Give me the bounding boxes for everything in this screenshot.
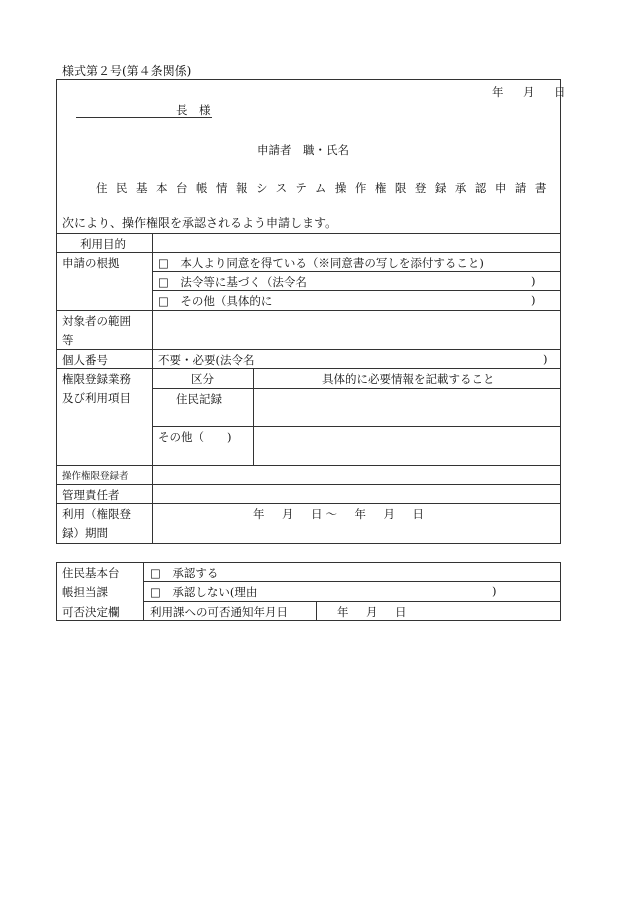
notice-label: 利用課への可否通知年月日 bbox=[150, 605, 288, 619]
row-line bbox=[56, 349, 561, 350]
business-label-cont: 及び利用項目 bbox=[62, 391, 131, 405]
decision-box bbox=[56, 562, 561, 621]
paren-close: ) bbox=[531, 274, 536, 288]
basis-option-consent[interactable]: □ 本人より同意を得ている（※同意書の写しを添付すること) bbox=[158, 256, 484, 270]
applicant-label: 申請者 職・氏名 bbox=[257, 143, 349, 157]
row-line bbox=[56, 310, 561, 311]
paren-close: ) bbox=[543, 352, 548, 366]
scope-label-cont: 等 bbox=[62, 333, 74, 347]
period-label: 利用（権限登 bbox=[62, 507, 131, 521]
row-line bbox=[56, 465, 561, 466]
row-line bbox=[56, 252, 561, 253]
operator-label: 操作権限登録者 bbox=[62, 471, 129, 482]
decision-divider bbox=[143, 562, 144, 621]
basis-label: 申請の根拠 bbox=[62, 256, 120, 270]
notice-date: 年 月 日 bbox=[337, 605, 410, 619]
intro-text: 次により、操作権限を承認されるよう申請します。 bbox=[62, 216, 338, 230]
decision-label-cont2: 可否決定欄 bbox=[62, 605, 120, 619]
row-line bbox=[152, 271, 561, 272]
row-other: その他（ ) bbox=[158, 430, 232, 444]
form-title: 住民基本台帳情報システム操作権限登録承認申請書 bbox=[96, 181, 555, 195]
period-label-cont: 録）期間 bbox=[62, 526, 108, 540]
reject-option[interactable]: □ 承認しない(理由 bbox=[150, 585, 258, 599]
row-line bbox=[56, 368, 561, 369]
purpose-label: 利用目的 bbox=[80, 237, 126, 251]
notice-divider bbox=[316, 601, 317, 621]
row-line bbox=[152, 388, 561, 389]
business-label: 権限登録業務 bbox=[62, 372, 131, 386]
decision-label: 住民基本台 bbox=[62, 566, 120, 580]
basis-option-other[interactable]: □ その他（具体的に bbox=[158, 294, 273, 308]
paren-close: ) bbox=[531, 293, 536, 307]
row-line bbox=[143, 601, 561, 602]
addressee-suffix: 長 様 bbox=[176, 103, 211, 117]
label-column-divider bbox=[152, 233, 153, 544]
mynumber-value: 不要・必要(法令名 bbox=[158, 353, 255, 367]
basis-option-law[interactable]: □ 法令等に基づく（法令名 bbox=[158, 275, 307, 289]
row-line bbox=[56, 233, 561, 234]
approve-option[interactable]: □ 承認する bbox=[150, 566, 219, 580]
col-kubun: 区分 bbox=[191, 372, 214, 386]
period-value: 年 月 日～ 年 月 日 bbox=[253, 507, 427, 521]
manager-label: 管理責任者 bbox=[62, 488, 120, 502]
mynumber-label: 個人番号 bbox=[62, 353, 108, 367]
paren-close: ) bbox=[492, 584, 497, 598]
row-line bbox=[143, 581, 561, 582]
form-number: 様式第２号(第４条関係) bbox=[62, 64, 192, 78]
row-line bbox=[56, 484, 561, 485]
row-line bbox=[152, 426, 561, 427]
scope-label: 対象者の範囲 bbox=[62, 314, 131, 328]
row-line bbox=[152, 290, 561, 291]
decision-label-cont: 帳担当課 bbox=[62, 585, 108, 599]
date-line: 年 月 日 bbox=[492, 85, 570, 99]
detail-column-divider bbox=[253, 368, 254, 465]
row-resident-record: 住民記録 bbox=[176, 392, 222, 406]
row-line bbox=[56, 503, 561, 504]
col-detail: 具体的に必要情報を記載すること bbox=[322, 372, 495, 386]
